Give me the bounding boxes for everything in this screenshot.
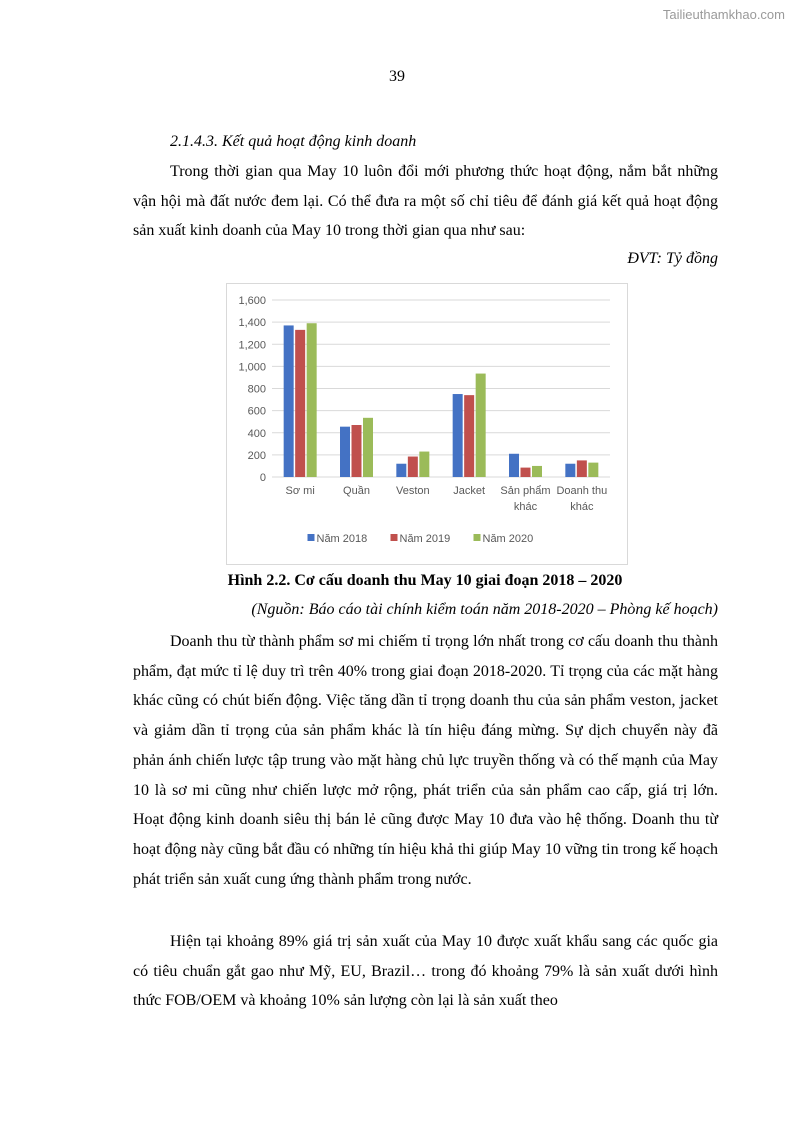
bar-3-2 (363, 418, 373, 477)
bar-3-6 (588, 463, 598, 477)
bar-1-6 (565, 464, 575, 477)
bar-2-1 (295, 330, 305, 477)
export-paragraph: Hiện tại khoảng 89% giá trị sản xuất của May 10 được xuất khẩu sang các quốc gia có tiêu chuẩn gắt gao như Mỹ, EU, Brazil… trong đó khoảng 79% là sản xuất dưới hình thức FOB/OEM và khoảng 10% sản lượng còn lại là sản xuất theo (133, 933, 718, 1010)
bar-1-3 (396, 464, 406, 477)
x-tick-label: Sơ mi (285, 485, 315, 497)
bar-2-4 (464, 395, 474, 477)
section-heading: 2.1.4.3. Kết quả hoạt động kinh doanh (170, 133, 417, 150)
bar-3-1 (307, 323, 317, 477)
legend-swatch (308, 534, 315, 541)
bar-2-3 (408, 457, 418, 477)
x-tick-label: Doanh thu (556, 485, 608, 497)
chart-svg (227, 284, 627, 564)
bar-1-5 (509, 454, 519, 477)
legend-swatch (474, 534, 481, 541)
x-tick-label: Jacket (453, 485, 486, 497)
y-tick-label: 1,200 (238, 339, 266, 352)
y-tick-label: 600 (247, 405, 266, 418)
bar-3-3 (419, 452, 429, 477)
y-tick-label: 1,400 (238, 317, 266, 330)
x-tick-label: khác (513, 501, 538, 513)
y-tick-label: 0 (259, 472, 266, 484)
page-number: 39 (389, 68, 405, 85)
figure-source: (Nguồn: Báo cáo tài chính kiểm toán năm 2018-2020 – Phòng kế hoạch) (251, 601, 718, 618)
bar-3-4 (476, 374, 486, 477)
y-tick-label: 1,600 (238, 295, 266, 307)
bar-2-2 (352, 425, 362, 477)
bar-2-5 (521, 468, 531, 477)
legend-label: Năm 2018 (316, 533, 368, 545)
y-tick-label: 200 (247, 449, 266, 462)
legend-label: Năm 2019 (399, 533, 451, 545)
intro-paragraph: Trong thời gian qua May 10 luôn đổi mới phương thức hoạt động, nắm bắt những vận hội mà đất nước đem lại. Có thể đưa ra một số chỉ tiêu để đánh giá kết quả hoạt động sản xuất kinh doanh của May 10 trong thời gian qua như sau: (133, 163, 718, 240)
x-tick-label: khác (570, 501, 594, 513)
revenue-bar-chart (226, 283, 628, 565)
legend-swatch (391, 534, 398, 541)
legend-label: Năm 2020 (482, 533, 534, 545)
bar-3-5 (532, 466, 542, 477)
bar-2-6 (577, 460, 587, 477)
bar-1-2 (340, 427, 350, 477)
analysis-paragraph: Doanh thu từ thành phẩm sơ mi chiếm tỉ trọng lớn nhất trong cơ cấu doanh thu thành phẩm, đạt mức tỉ lệ duy trì trên 40% trong giai đoạn 2018-2020. Tỉ trọng của các mặt hàng khác cũng có chút biến động. Việc tăng dần tỉ trọng doanh thu của sản phẩm veston, jacket và giảm dần tỉ trọng của sản phẩm khác là tín hiệu đáng mừng. Sự dịch chuyển này đã phản ánh chiến lược tập trung vào mặt hàng chủ lực truyền thống và có thế mạnh của May 10 là sơ mi cũng như chiến lược mở rộng, phát triển của sản phẩm cao cấp, giá trị lớn. Hoạt động kinh doanh siêu thị bán lẻ cũng được May 10 đưa vào hệ thống. Doanh thu từ hoạt động này cũng bắt đầu có những tín hiệu khả thi giúp May 10 vững tin trong kế hoạch phát triển sản xuất cung ứng thành phẩm trong nước. (133, 633, 718, 888)
x-tick-label: Quần (343, 485, 370, 497)
bar-1-1 (284, 325, 294, 477)
y-tick-label: 1,000 (238, 361, 266, 374)
y-tick-label: 800 (247, 383, 266, 396)
unit-note: ĐVT: Tỷ đồng (627, 250, 718, 267)
x-tick-label: Veston (396, 485, 430, 497)
y-tick-label: 400 (247, 427, 266, 440)
watermark: Tailieuthamkhao.com (662, 7, 785, 22)
bar-1-4 (453, 394, 463, 477)
x-tick-label: Sản phẩm (500, 485, 551, 497)
figure-caption: Hình 2.2. Cơ cấu doanh thu May 10 giai đoạn 2018 – 2020 (227, 572, 623, 589)
